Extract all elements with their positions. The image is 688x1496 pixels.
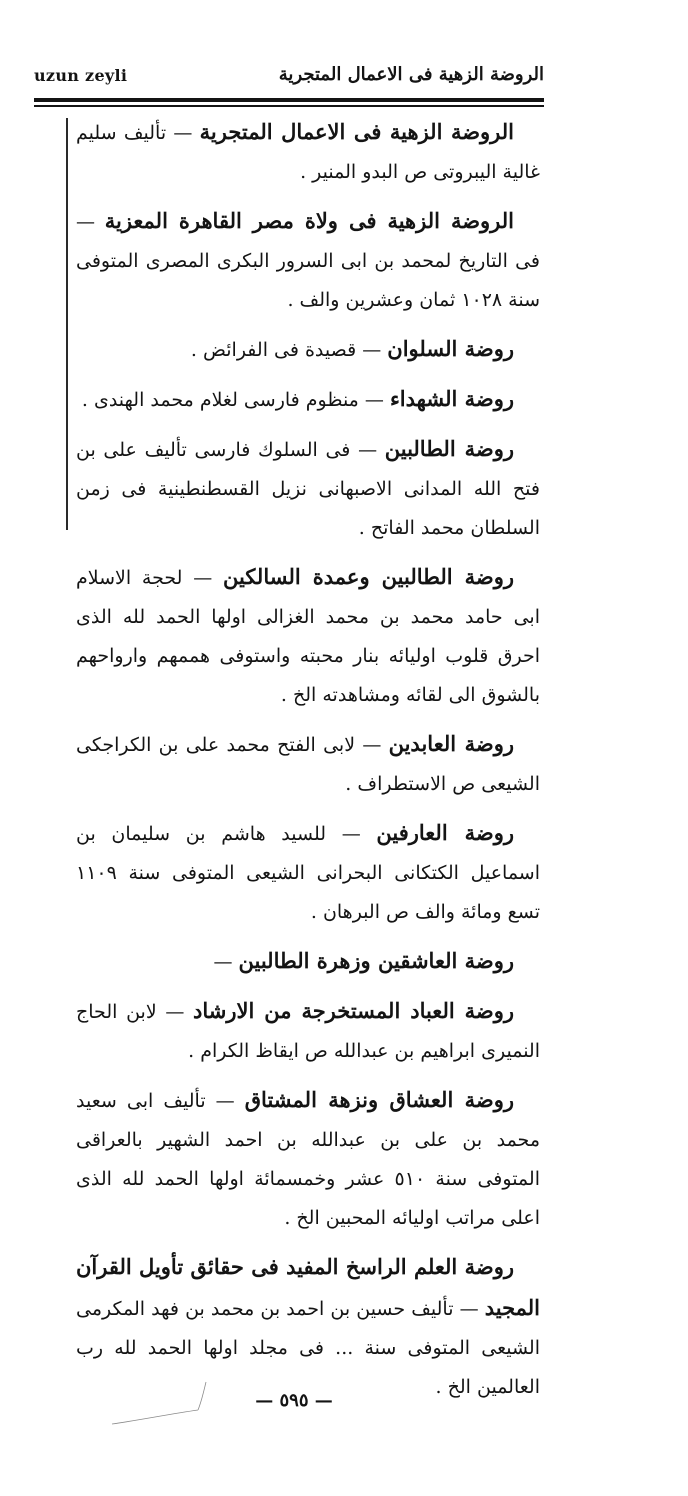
entry [76,1080,540,1238]
entry-title: الروضة الزهية فى الاعمال المتجرية [199,119,515,144]
entry-title: روضة العباد المستخرجة من الارشاد [193,998,514,1023]
entry-text: — للسيد هاشم بن سليمان بن اسماعيل الكتكانى البحرانى الشيعى المتوفى سنة ١١٠٩ تسع ومائة والف ص البرهان . [76,823,540,923]
running-header [34,64,544,92]
entry-title: روضة الطالبين [384,436,514,461]
entry-title: روضة العارفين [376,820,514,845]
entry [76,941,540,982]
entry-text: — تأليف ابى سعيد محمد بن على بن عبدالله بن احمد الشهير بالعراقى المتوفى سنة ٥١٠ عشر وخمسمائة اولها الحمد لله الذى اعلى مراتب اوليائه المحبين الخ . [76,1090,540,1229]
entry-text: — منظوم فارسى لغلام محمد الهندى . [81,389,390,411]
entry-title: روضة العلم الراسخ المفيد فى حقائق تأويل القرآن المجيد [76,1254,540,1320]
margin-marker-line [66,118,68,530]
entry-title: الروضة الزهية فى ولاة مصر القاهرة المعزية [104,208,514,233]
entry [76,429,540,548]
entry [76,329,540,370]
entry-text: — تأليف حسين بن احمد بن محمد بن فهد المكرمى الشيعى المتوفى سنة ... فى مجلد اولها الحمد لله رب العالمين الخ . [76,1298,540,1398]
entry [76,813,540,932]
entry-text: — [213,951,239,973]
entry-title: روضة الطالبين وعمدة السالكين [223,564,515,589]
entry-text: — لحجة الاسلام ابى حامد محمد بن محمد الغزالى اولها الحمد لله الذى احرق قلوب اوليائه بنار محبته واستوفى هممهم وارواحهم بالشوق الى لقائه ومشاهدته الخ . [76,567,540,706]
entries-list [76,112,540,1416]
entry-text: — لابن الحاج النميرى ابراهيم بن عبدالله ص ايقاظ الكرام . [76,1001,540,1062]
entry [76,112,540,192]
header-rule-thick [34,98,544,102]
entry-title: روضة العشاق ونزهة المشتاق [244,1087,515,1112]
entry [76,201,540,320]
entry-title: روضة العاشقين وزهرة الطالبين [238,948,514,973]
entry-text: — لابى الفتح محمد على بن الكراجكى الشيعى ص الاستطراف . [76,734,540,795]
entry-text: — تأليف سليم غالية اليبروتى ص البدو المنير . [76,122,540,183]
entry [76,557,540,715]
pencil-mark [110,1380,220,1430]
entry [76,991,540,1071]
entry-title: روضة الشهداء [389,386,514,411]
entry-title: روضة العابدين [388,731,514,756]
entry-title: روضة السلوان [387,336,514,361]
entry [76,724,540,804]
entry-text: — فى السلوك فارسى تأليف على بن فتح الله المدانى الاصبهانى نزيل القسطنطينية فى زمن السلطان محمد الفاتح . [76,439,540,539]
header-right-title: الروضة الزهية فى الاعمال المتجرية [278,64,544,85]
entry-text: — قصيدة فى الفرائض . [190,339,388,361]
page-number: — ٥٩٥ — [255,1390,333,1411]
entry [76,379,540,420]
header-rule-thin [34,105,544,107]
header-left-text: uzun zeyli [34,66,128,85]
entry-text: — فى التاريخ لمحمد بن ابى السرور البكرى المصرى المتوفى سنة ١٠٢٨ ثمان وعشرين والف . [76,211,540,311]
